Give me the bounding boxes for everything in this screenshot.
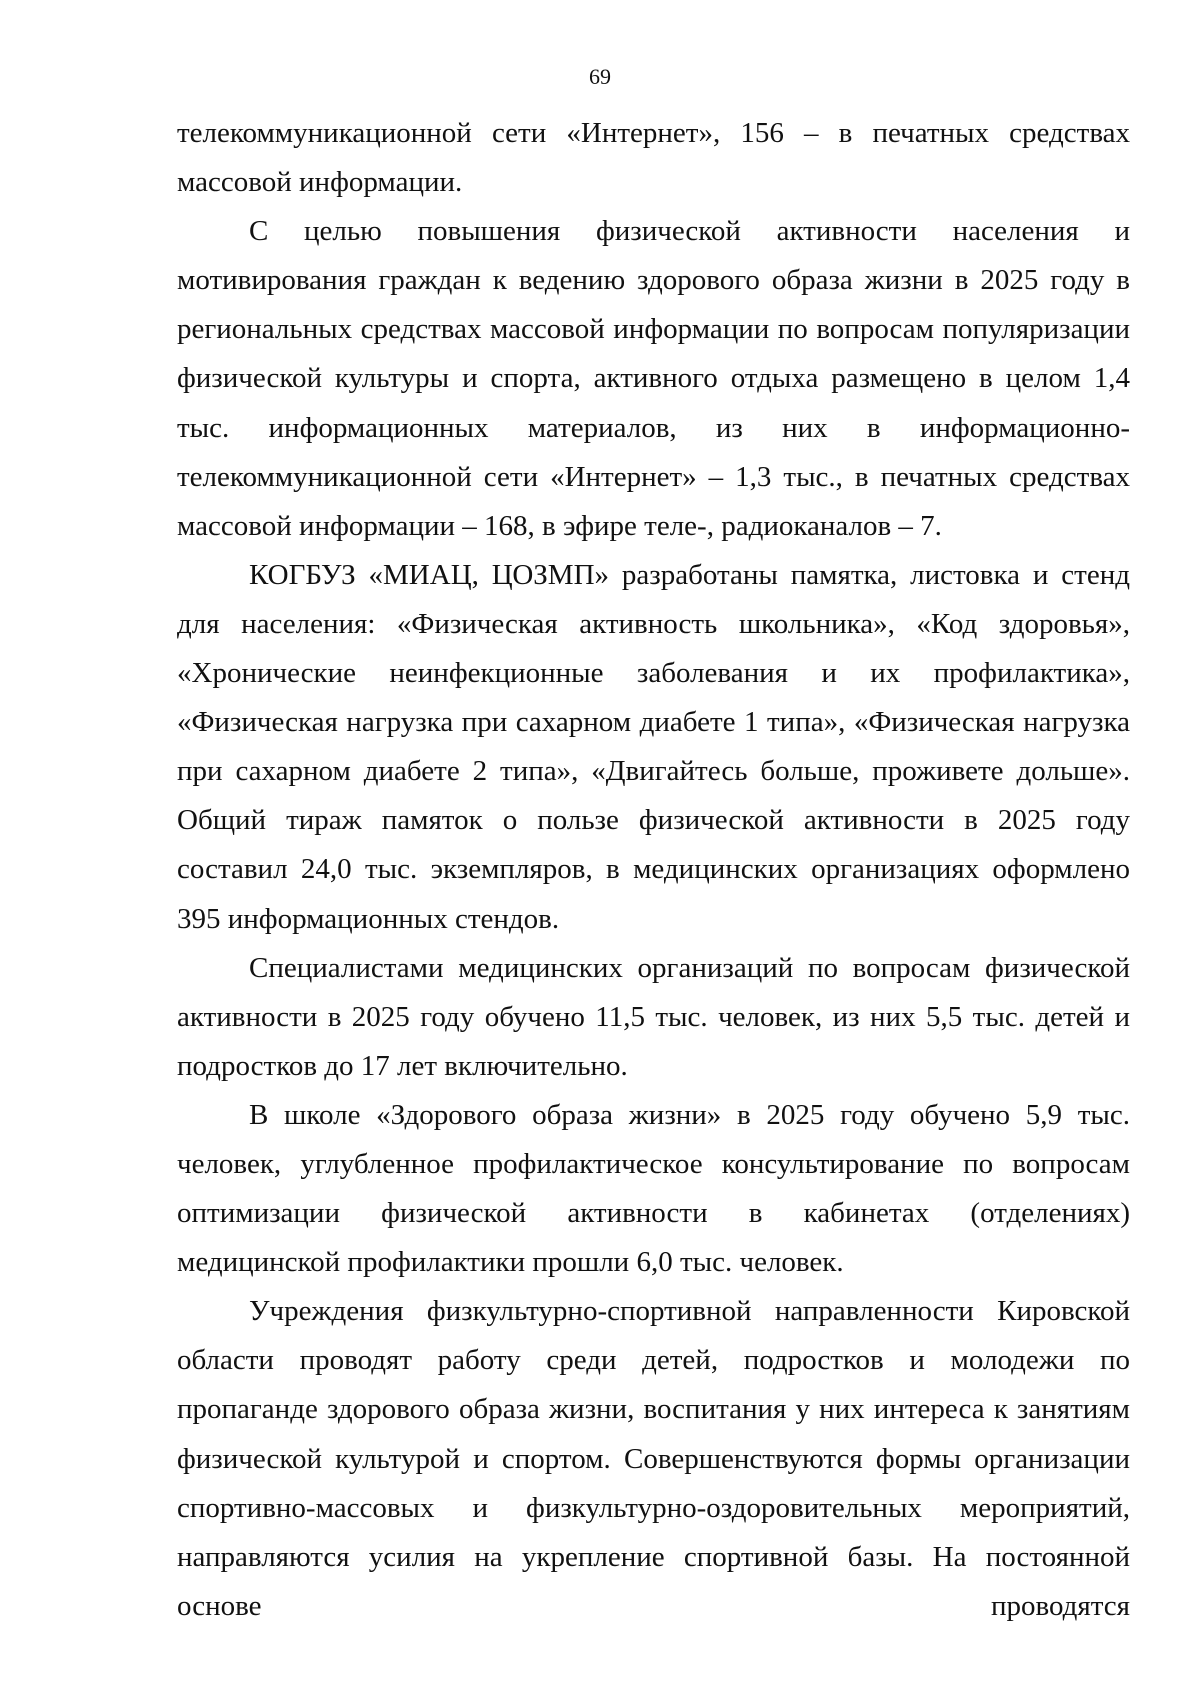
paragraph-sports-institutions: Учреждения физкультурно-спортивной направленности Кировской области проводят работу среди детей, подростков и молодежи по пропаганде здорового образа жизни, воспитания у них интереса к занятиям физической культурой и спортом. Совершенствуются формы организации спортивно-массовых и физкультурно-оздоровительных мероприятий, направляются усилия на укрепление спортивной базы. На постоянной основе проводятся bbox=[177, 1295, 1130, 1622]
document-body bbox=[177, 109, 1130, 1631]
paragraph-continuation: телекоммуникационной сети «Интернет», 156 – в печатных средствах массовой информации. bbox=[177, 117, 1130, 199]
paragraph-miac-materials: КОГБУЗ «МИАЦ, ЦОЗМП» разработаны памятка, листовка и стенд для населения: «Физическая активность школьника», «Код здоровья», «Хронические неинфекционные заболевания и их профилактика», «Физическая нагрузка при сахарном диабете 1 типа», «Физическая нагрузка при сахарном диабете 2 типа», «Двигайтесь больше, проживете дольше». Общий тираж памяток о пользе физической активности в 2025 году составил 24,0 тыс. экземпляров, в медицинских организациях оформлено 395 информационных стендов. bbox=[177, 558, 1130, 935]
paragraph-training: Специалистами медицинских организаций по вопросам физической активности в 2025 году обучено 11,5 тыс. человек, из них 5,5 тыс. детей и подростков до 17 лет включительно. bbox=[177, 951, 1130, 1082]
paragraph-media-materials: С целью повышения физической активности населения и мотивирования граждан к ведению здорового образа жизни в 2025 году в региональных средствах массовой информации по вопросам популяризации физической культуры и спорта, активного отдыха размещено в целом 1,4 тыс. информационных материалов, из них в информационно-телекоммуникационной сети «Интернет» – 1,3 тыс., в печатных средствах массовой информации – 168, в эфире теле-, радиоканалов – 7. bbox=[177, 215, 1130, 542]
page-number: 69 bbox=[589, 64, 611, 89]
paragraph-health-school: В школе «Здорового образа жизни» в 2025 году обучено 5,9 тыс. человек, углубленное профилактическое консультирование по вопросам оптимизации физической активности в кабинетах (отделениях) медицинской профилактики прошли 6,0 тыс. человек. bbox=[177, 1098, 1130, 1279]
